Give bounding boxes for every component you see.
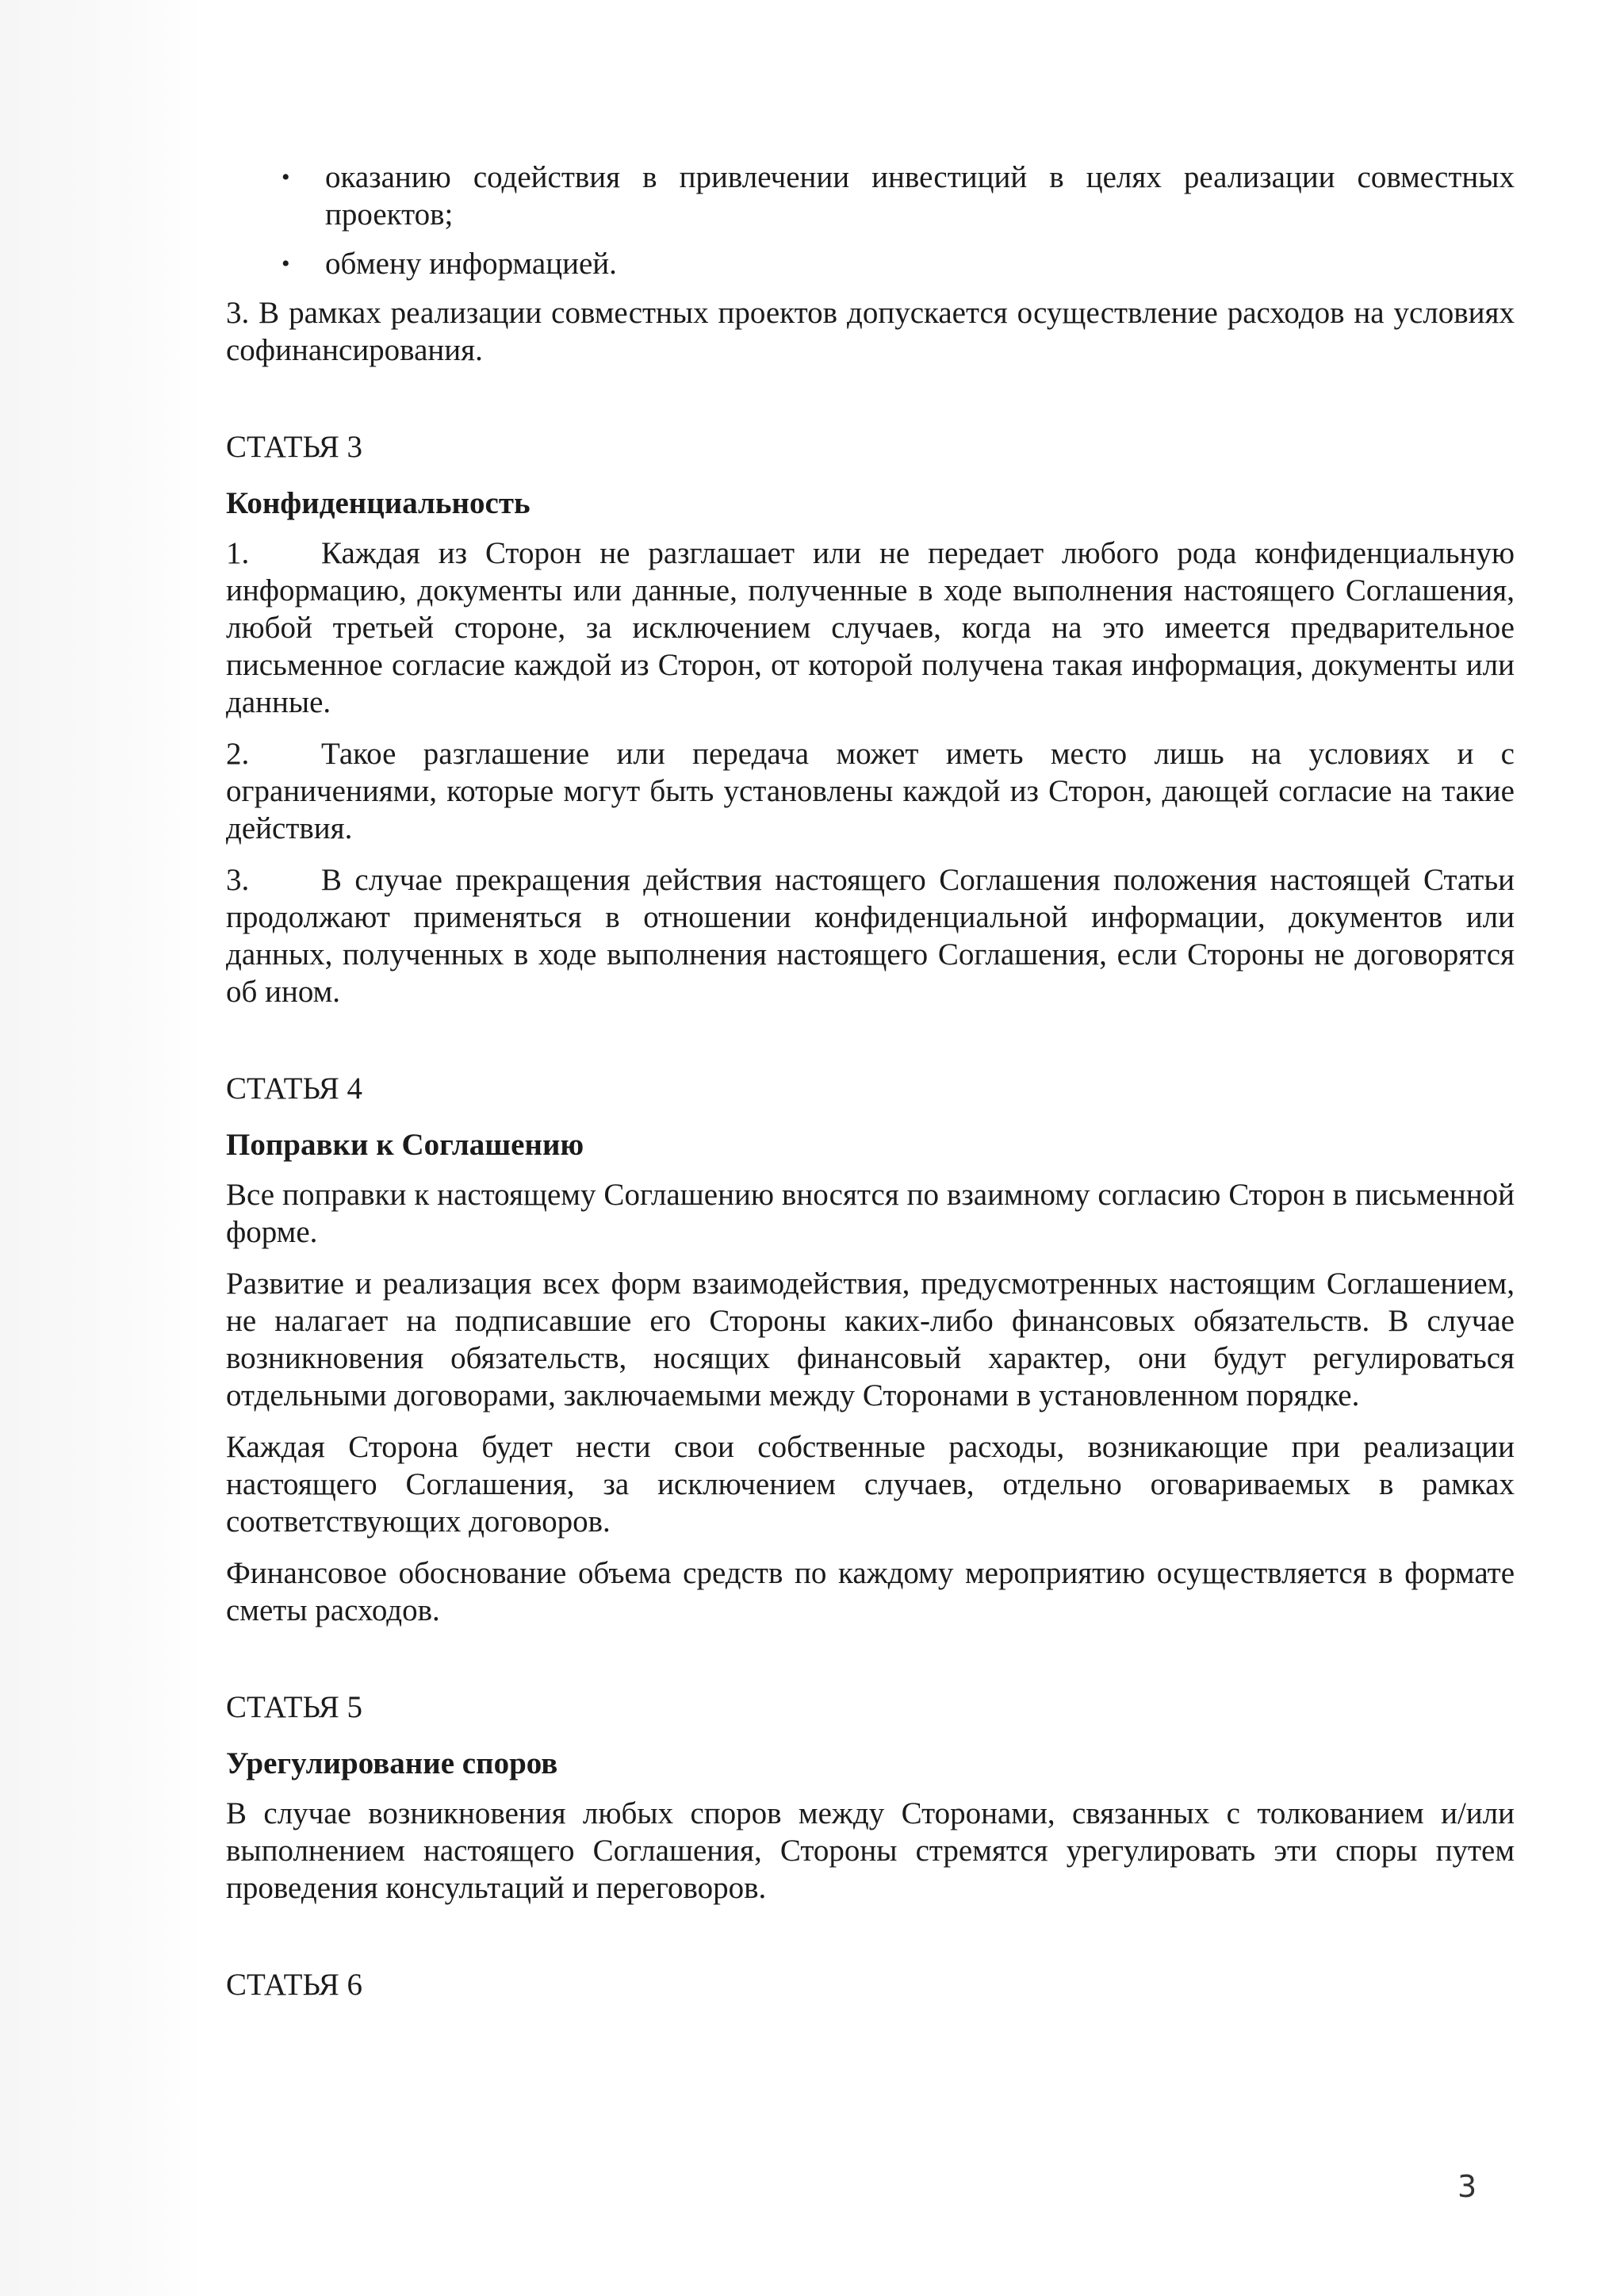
article-6-title: СТАТЬЯ 6 — [226, 1968, 363, 2002]
scan-shadow-edge — [0, 0, 202, 2296]
bullet-text: обмену информацией. — [325, 247, 617, 281]
article-5-title: СТАТЬЯ 5 — [226, 1690, 363, 1724]
article-5-heading: Урегулирование споров — [226, 1746, 558, 1780]
article-4-heading: Поправки к Соглашению — [226, 1128, 584, 1162]
article-4-paragraph-2: Развитие и реализация всех форм взаимодействия, предусмотренных настоящим Соглашением, не налагает на подписавшие его Стороны каких-либо финансовых обязательств. В случае возникновения обязательств, носящих финансовый характер, они будут регулироваться отдельными договорами, заключаемыми между Сторонами в установленном порядке. — [226, 1267, 1515, 1412]
article-4-paragraph-3: Каждая Сторона будет нести свои собственные расходы, возникающие при реализации настоящего Соглашения, за исключением случаев, отдельно оговариваемых в рамках соответствующих договоров. — [226, 1430, 1515, 1539]
item-number: 1. — [226, 536, 250, 570]
article-4-paragraph-1: Все поправки к настоящему Соглашению вносятся по взаимному согласию Сторон в письменной форме. — [226, 1178, 1515, 1249]
article-3-item-2 — [226, 735, 1515, 847]
item-text: В случае прекращения действия настоящего Соглашения положения настоящей Статьи продолжают применяться в отношении конфиденциальной информации, документов или данных, полученных в ходе выполнения настоящего Соглашения, если Стороны не договорятся об ином. — [226, 863, 1515, 1009]
document-body — [226, 159, 1515, 2022]
article-4-paragraph-4: Финансовое обоснование объема средств по каждому мероприятию осуществляется в формате сметы расходов. — [226, 1556, 1515, 1627]
bullet-icon: • — [282, 251, 290, 277]
article-3-title: СТАТЬЯ 3 — [226, 430, 363, 464]
item-number: 2. — [226, 737, 250, 771]
article-3-item-1 — [226, 535, 1515, 721]
intro-paragraph: 3. В рамках реализации совместных проектов допускается осуществление расходов на условиях софинансирования. — [226, 296, 1515, 367]
article-4-title: СТАТЬЯ 4 — [226, 1071, 363, 1106]
item-number: 3. — [226, 863, 250, 897]
list-item — [226, 245, 1515, 282]
article-3-item-3 — [226, 861, 1515, 1010]
bullet-text: оказанию содействия в привлечении инвестиций в целях реализации совместных проектов; — [325, 160, 1515, 232]
item-text: Каждая из Сторон не разглашает или не передает любого рода конфиденциальную информацию, документы или данные, полученные в ходе выполнения настоящего Соглашения, любой третьей стороне, за исключением случаев, когда на это имеется предварительное письменное согласие каждой из Сторон, от которой получена такая информация, документы или данные. — [226, 536, 1515, 719]
item-text: Такое разглашение или передача может иметь место лишь на условиях и с ограничениями, которые могут быть установлены каждой из Сторон, дающей согласие на такие действия. — [226, 737, 1515, 845]
page-number: 3 — [1457, 2169, 1477, 2204]
bullet-icon: • — [282, 164, 290, 190]
bullet-list — [226, 159, 1515, 282]
list-item — [226, 159, 1515, 233]
article-5-paragraph-1: В случае возникновения любых споров между Сторонами, связанных с толкованием и/или выполнением настоящего Соглашения, Стороны стремятся урегулировать эти споры путем проведения консультаций и переговоров. — [226, 1796, 1515, 1905]
article-3-heading: Конфиденциальность — [226, 486, 530, 520]
